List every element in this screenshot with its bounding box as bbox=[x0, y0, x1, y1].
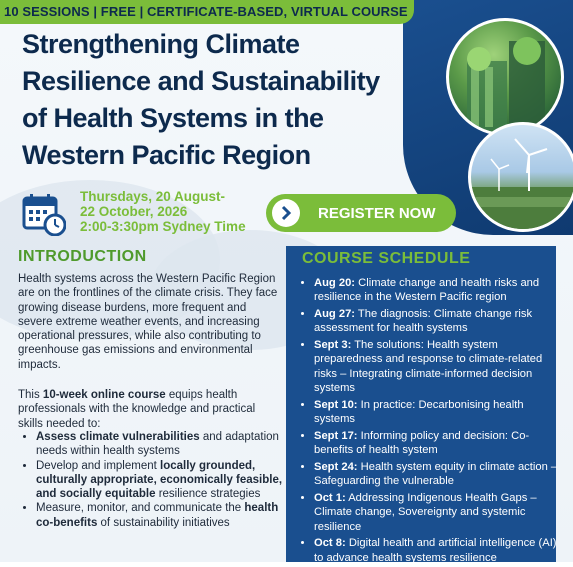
schedule-heading: COURSE SCHEDULE bbox=[302, 250, 471, 267]
text-span: Develop and implement bbox=[36, 459, 161, 472]
title-line: of Health Systems in the bbox=[22, 103, 324, 133]
introduction-heading: INTRODUCTION bbox=[18, 248, 147, 265]
chevron-right-icon bbox=[272, 199, 300, 227]
session-date: Oct 1: bbox=[314, 491, 346, 504]
schedule-item bbox=[314, 429, 566, 458]
register-button-label: REGISTER NOW bbox=[318, 204, 436, 222]
bold-text: 10-week online course bbox=[42, 389, 166, 401]
session-date: Aug 27: bbox=[314, 308, 356, 320]
session-date: Sept 24: bbox=[314, 460, 358, 473]
text-span: resilience strategies bbox=[155, 488, 261, 501]
session-date: Sept 17: bbox=[314, 429, 358, 442]
course-schedule-panel bbox=[286, 246, 556, 562]
course-dates bbox=[80, 189, 246, 234]
text-span: equips health professionals with the knowledge and practical skills needed to: bbox=[18, 389, 256, 430]
text-span: Measure, monitor, and communicate the bbox=[36, 502, 245, 515]
session-topic: Addressing Indigenous Health Gaps – Climate change, Sovereignty and systemic resilience bbox=[314, 491, 537, 533]
text-span: and adaptation needs within health systems bbox=[36, 431, 279, 458]
date-line: Thursdays, 20 August- bbox=[80, 189, 226, 204]
date-line: 22 October, 2026 bbox=[80, 204, 188, 219]
session-topic: Climate change and health risks and resilience in the Western Pacific region bbox=[314, 277, 540, 304]
schedule-item bbox=[314, 276, 566, 305]
intro-skill-list bbox=[22, 430, 298, 530]
wind-turbine-photo bbox=[468, 122, 573, 232]
title-line: Western Pacific Region bbox=[22, 140, 311, 170]
intro-paragraph-2 bbox=[18, 388, 280, 431]
session-topic: Informing policy and decision: Co-benefits of health system bbox=[314, 429, 530, 457]
session-topic: The diagnosis: Climate change risk assessment for health systems bbox=[314, 308, 533, 335]
session-date: Sept 10: bbox=[314, 398, 358, 411]
session-topic: Health system equity in climate action – Safeguarding the vulnerable bbox=[314, 460, 558, 488]
text-span: This bbox=[18, 389, 43, 401]
list-item bbox=[36, 459, 298, 502]
green-building-photo bbox=[446, 18, 564, 136]
list-item bbox=[36, 501, 298, 530]
title-line: Resilience and Sustainability bbox=[22, 66, 380, 96]
schedule-item bbox=[314, 398, 566, 427]
list-item bbox=[36, 430, 298, 459]
bold-text: Assess climate vulnerabilities bbox=[36, 431, 200, 443]
title-line: Strengthening Climate bbox=[22, 29, 300, 59]
course-info-banner: 10 SESSIONS | FREE | CERTIFICATE-BASED, VIRTUAL COURSE bbox=[0, 0, 414, 24]
schedule-item bbox=[314, 491, 566, 534]
session-date: Sept 3: bbox=[314, 339, 352, 351]
intro-paragraph: Health systems across the Western Pacific Region are on the frontlines of the climate crisis. They face growing disease burdens, more frequent and severe extreme weather events, and increasing operational pressures, while also contributing to greenhouse gas emissions and environmental impacts. bbox=[18, 273, 278, 371]
schedule-list bbox=[300, 276, 566, 567]
schedule-item bbox=[314, 460, 566, 489]
schedule-item bbox=[314, 338, 566, 396]
session-date: Oct 8: bbox=[314, 537, 346, 550]
session-topic: In practice: Decarbonising health systems bbox=[314, 398, 524, 426]
session-topic: Digital health and artificial intelligence (AI) to advance health systems resilience bbox=[314, 537, 557, 564]
date-line: 2:00-3:30pm Sydney Time bbox=[80, 219, 246, 234]
bold-text: locally grounded, culturally appropriate, economically feasible, and socially equitable bbox=[36, 459, 283, 501]
session-topic: The solutions: Health system preparedness and response to climate-related risks – Integrating climate-informed decision systems bbox=[314, 339, 543, 395]
schedule-item bbox=[314, 536, 566, 565]
bold-text: health co-benefits bbox=[36, 502, 279, 529]
calendar-clock-icon bbox=[22, 192, 66, 236]
register-now-button[interactable] bbox=[266, 194, 456, 232]
schedule-item bbox=[314, 307, 566, 336]
text-span: of sustainability initiatives bbox=[97, 516, 230, 529]
session-date: Aug 20: bbox=[314, 277, 356, 289]
page-title bbox=[22, 26, 442, 174]
